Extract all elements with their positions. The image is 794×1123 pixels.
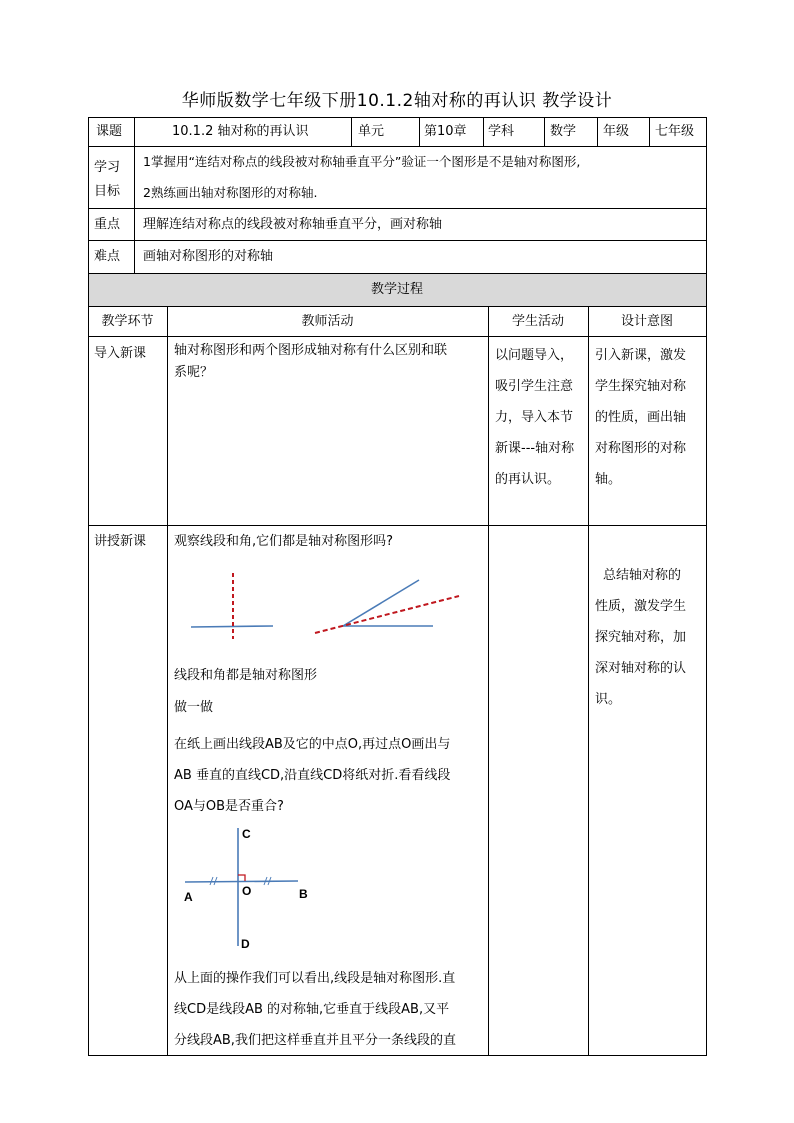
horizontal-segment [191,626,273,627]
document-title: 华师版数学七年级下册10.1.2轴对称的再认识 教学设计 [181,91,613,111]
label-xue-ke: 学科 [488,124,515,139]
difficulty-label: 难点 [94,249,121,264]
value-xue-ke: 数学 [550,124,577,139]
row2-intent-line: 总结轴对称的 [603,568,682,583]
row1-intent-line: 对称图形的对称 [595,441,687,456]
row2-try-line: 在纸上画出线段AB及它的中点O,再过点O画出与 [174,737,451,752]
row1-intent-line: 学生探究轴对称 [595,379,687,394]
label-ke-ti: 课题 [96,124,123,139]
label-b: B [299,887,308,901]
key-point-label: 重点 [94,217,121,232]
row1-intent [595,340,686,495]
row2-question: 观察线段和角,它们都是轴对称图形吗? [174,534,394,549]
angle-bisector-axis [315,596,459,633]
row2-try-text [174,729,450,822]
row1-student-line: 以问题导入， [495,348,574,363]
row1-student-line: 吸引学生注意 [495,379,574,394]
row2-try-title: 做一做 [174,700,214,715]
angle-upper-ray [343,580,419,626]
process-heading: 教学过程 [370,282,423,297]
row1-student-line: 新课---轴对称 [495,441,575,456]
row1-teacher-line-1: 轴对称图形和两个图形成轴对称有什么区别和联 [174,343,448,358]
label-o: O [242,884,252,898]
label-a: A [184,890,193,904]
row2-conclusion-line: 从上面的操作我们可以看出,线段是轴对称图形.直 [174,971,456,986]
row2-try-line: AB 垂直的直线CD,沿直线CD将纸对折.看看线段 [174,768,451,783]
goals-line-2: 2熟练画出轴对称图形的对称轴. [143,185,318,200]
row1-student [495,340,574,495]
row2-intent-line: 探究轴对称，加 [595,630,687,645]
row1-intent-line: 引入新课，激发 [595,348,687,363]
value-dan-yuan: 第10章 [424,124,467,139]
row2-answer: 线段和角都是轴对称图形 [174,668,318,683]
row2-try-line: OA与OB是否重合? [174,799,284,814]
row2-intent-line: 深对轴对称的认 [595,661,687,676]
row2-intent [595,560,686,715]
key-point-text: 理解连结对称点的线段被对称轴垂直平分，画对称轴 [143,217,443,232]
segment-ab [185,881,298,882]
label-d: D [241,937,250,951]
column-teacher: 教师活动 [301,314,354,329]
label-c: C [242,827,251,841]
row2-conclusion [174,963,456,1056]
perpendicular-bisector-figure [178,822,328,957]
label-dan-yuan: 单元 [358,124,385,139]
column-stage: 教学环节 [101,314,154,329]
difficulty-text: 画轴对称图形的对称轴 [143,249,274,264]
label-nian-ji: 年级 [603,124,630,139]
value-nian-ji: 七年级 [655,124,695,139]
row2-conclusion-line: 分线段AB,我们把这样垂直并且平分一条线段的直 [174,1033,456,1048]
row1-stage: 导入新课 [94,346,147,361]
row1-intent-line: 的性质，画出轴 [595,410,687,425]
goals-label-2: 目标 [94,184,121,199]
goals-line-1: 1掌握用“连结对称点的线段被对称轴垂直平分”验证一个图形是不是轴对称图形, [143,154,581,169]
row2-intent-line: 识。 [595,692,622,707]
value-ke-ti: 10.1.2 轴对称的再认识 [172,124,309,139]
row2-conclusion-line: 线CD是线段AB 的对称轴,它垂直于线段AB,又平 [174,1002,450,1017]
row2-intent-line: 性质，激发学生 [595,599,687,614]
row1-intent-line: 轴。 [595,472,622,487]
row2-stage: 讲授新课 [94,534,147,549]
row1-teacher-line-2: 系呢？ [174,365,214,380]
column-intent: 设计意图 [620,314,673,329]
row1-student-line: 的再认识。 [495,472,561,487]
segment-and-angle-figure [185,565,465,640]
goals-label-1: 学习 [94,160,121,175]
column-student: 学生活动 [511,314,564,329]
right-angle-mark [238,875,245,881]
row1-student-line: 力，导入本节 [495,410,574,425]
